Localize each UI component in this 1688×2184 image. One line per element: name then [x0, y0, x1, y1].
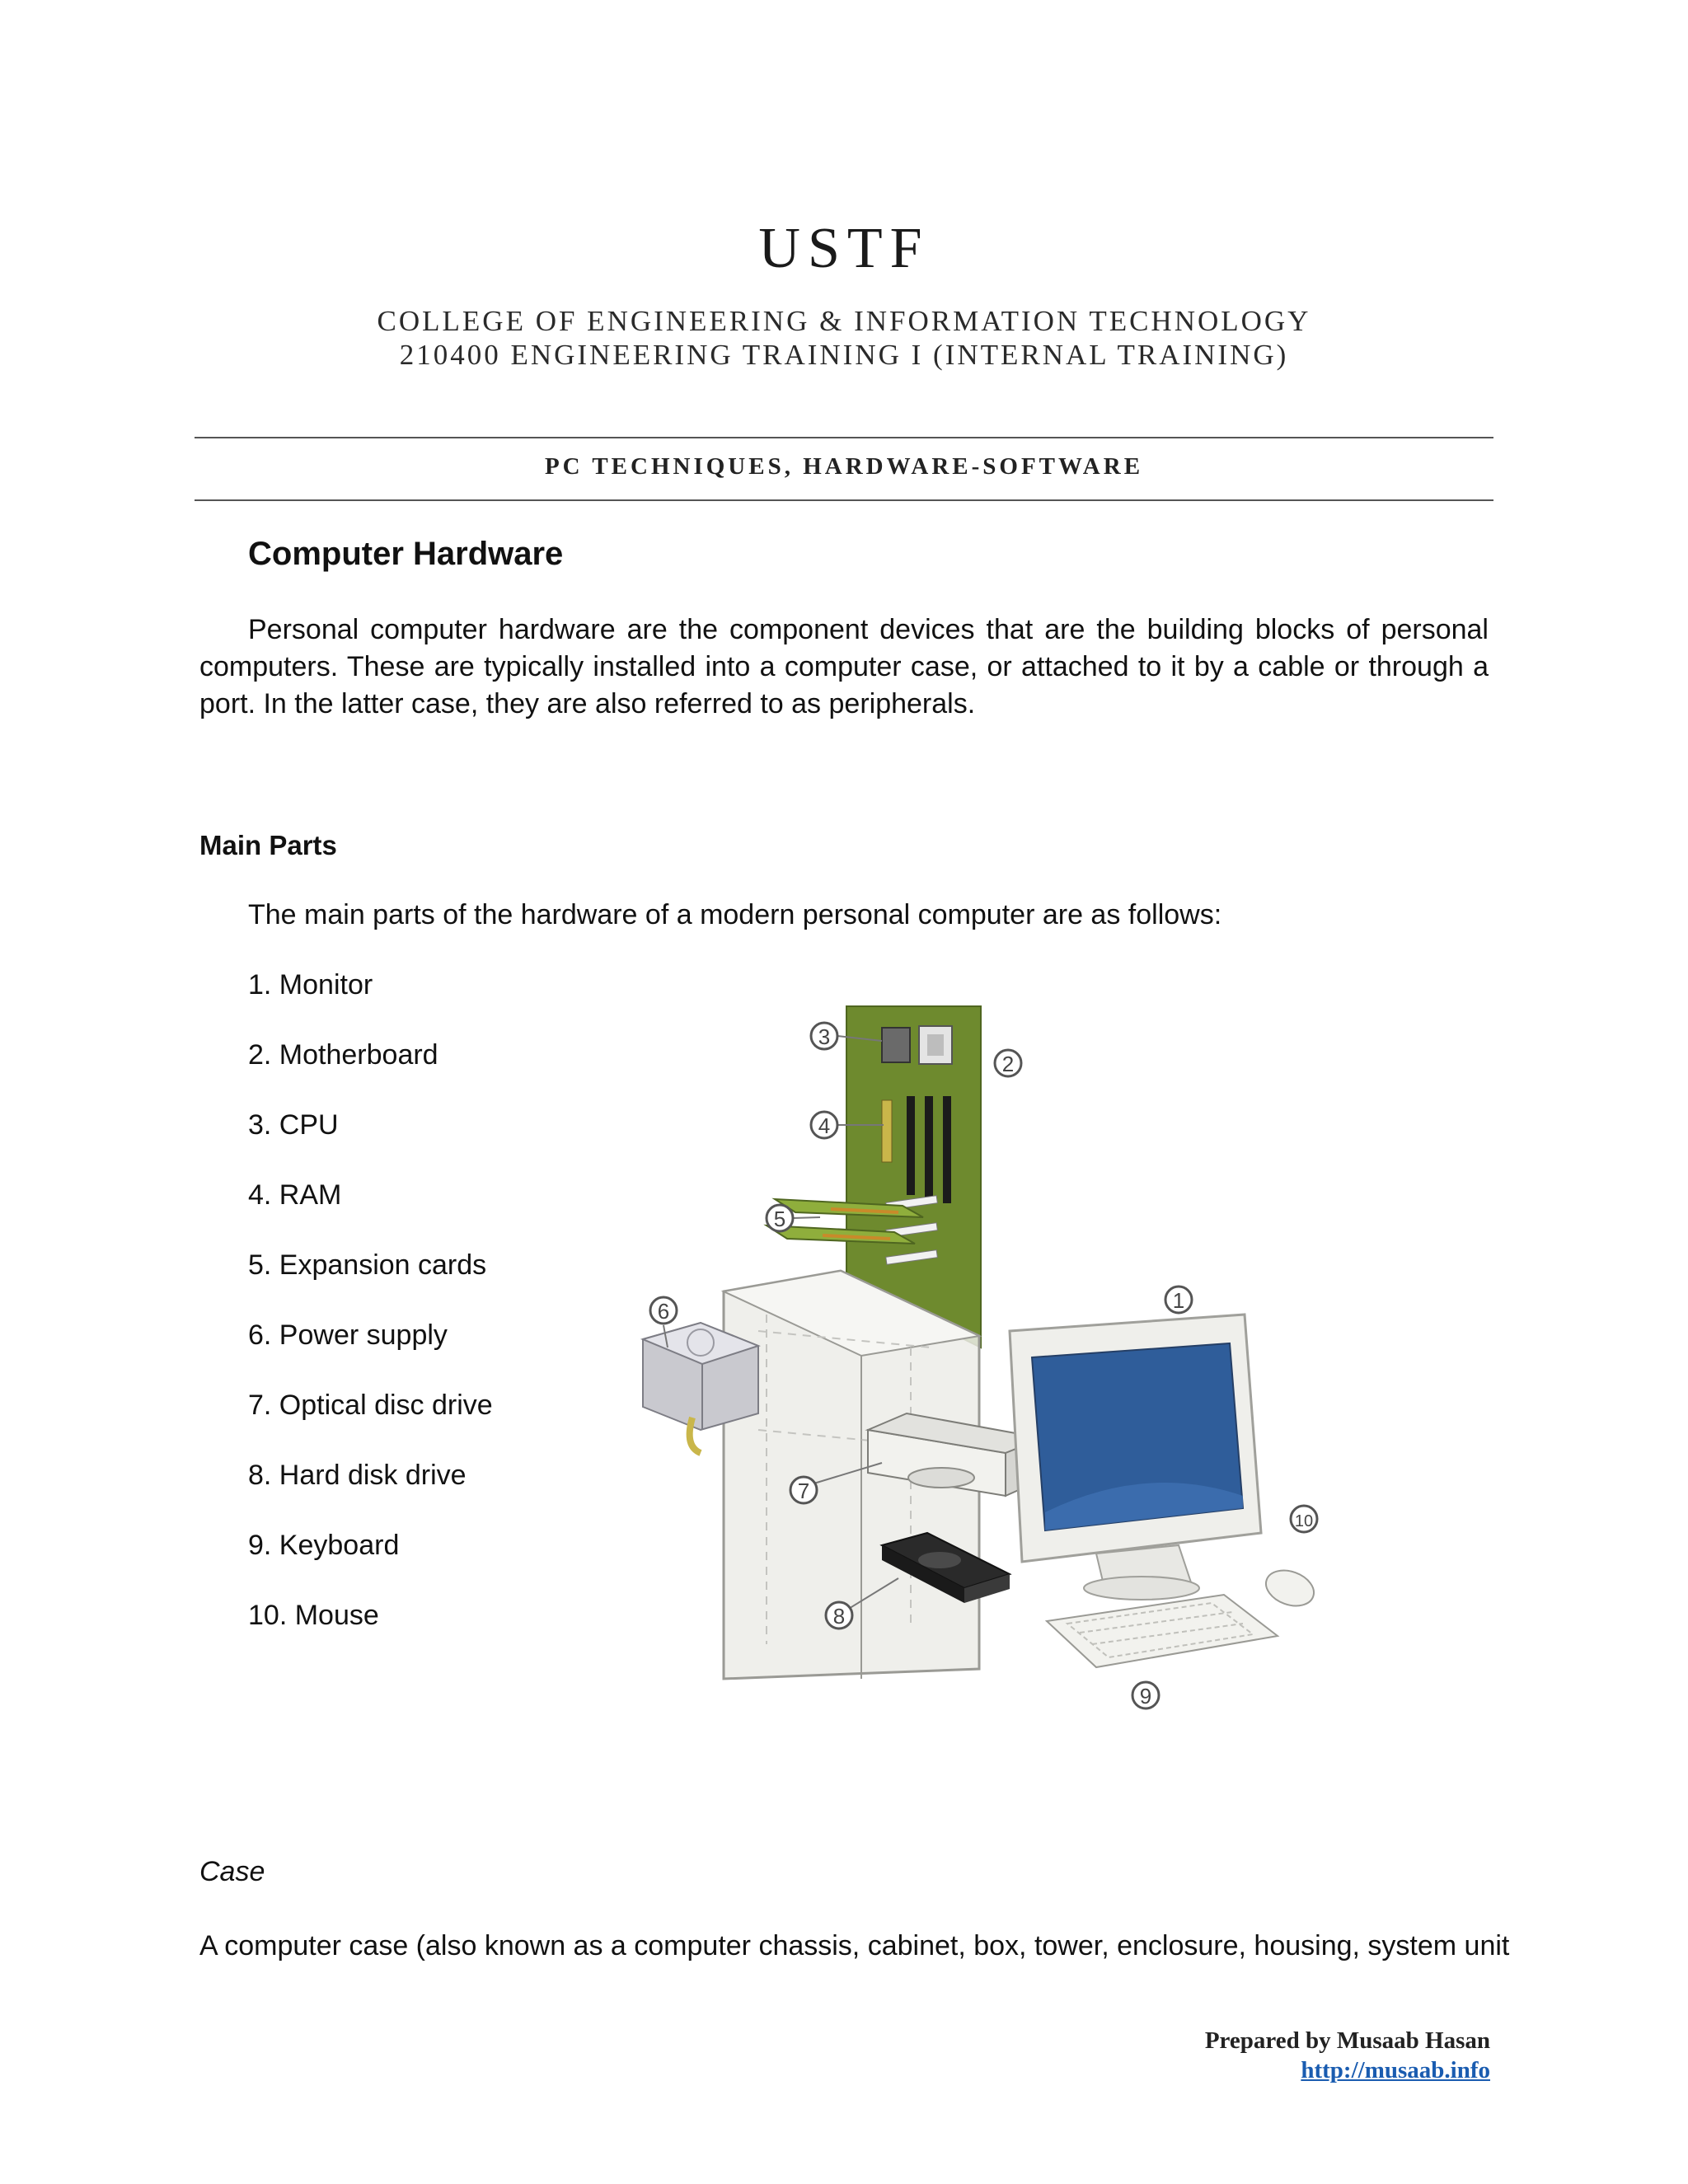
monitor-graphic — [1010, 1315, 1261, 1600]
parts-list — [248, 967, 493, 1667]
svg-text:3: 3 — [818, 1024, 831, 1049]
callout-6 — [650, 1297, 677, 1324]
case-paragraph: A computer case (also known as a computer chassis, cabinet, box, tower, enclosure, housing, system unit — [199, 1930, 1510, 1961]
callout-7 — [790, 1477, 817, 1503]
svg-text:1: 1 — [1172, 1288, 1185, 1313]
list-item: 3. CPU — [248, 1109, 339, 1141]
svg-text:8: 8 — [832, 1604, 846, 1629]
intro-paragraph: Personal computer hardware are the component devices that are the building blocks of personal computers. These are typically installed into a computer case, or attached to it by a cable or through a port. In the latter case, they are also referred to as peripherals. — [199, 614, 1489, 719]
callout-4 — [811, 1112, 837, 1138]
svg-text:2: 2 — [1001, 1052, 1015, 1076]
keyboard-graphic — [1047, 1595, 1278, 1667]
divider-bottom — [195, 499, 1493, 501]
case-heading: Case — [199, 1856, 265, 1887]
topic-banner: PC TECHNIQUES, HARDWARE-SOFTWARE — [544, 453, 1144, 480]
divider-top — [195, 437, 1493, 438]
svg-text:9: 9 — [1139, 1684, 1152, 1708]
prepared-by: Prepared by Musaab Hasan — [1204, 2027, 1490, 2054]
cpu-graphic — [882, 1028, 910, 1062]
svg-text:10: 10 — [1294, 1512, 1314, 1530]
list-item: 9. Keyboard — [248, 1530, 400, 1561]
list-item: 1. Monitor — [248, 969, 373, 1001]
svg-text:6: 6 — [657, 1299, 670, 1324]
callout-3 — [811, 1023, 837, 1049]
computer-hardware-diagram — [635, 1001, 1360, 1727]
main-parts-heading: Main Parts — [199, 830, 337, 860]
list-item: 10. Mouse — [248, 1600, 379, 1631]
list-item: 2. Motherboard — [248, 1039, 438, 1071]
callout-5 — [767, 1205, 793, 1231]
org-title: USTF — [758, 217, 930, 280]
college-name: COLLEGE OF ENGINEERING & INFORMATION TECHNOLOGY — [377, 305, 1311, 337]
list-item: 8. Hard disk drive — [248, 1460, 467, 1491]
svg-text:5: 5 — [773, 1207, 786, 1231]
mouse-graphic — [1261, 1564, 1319, 1612]
main-parts-intro: The main parts of the hardware of a modern personal computer are as follows: — [248, 899, 1222, 930]
callout-2 — [995, 1050, 1021, 1076]
author-link[interactable]: http://musaab.info — [1301, 2057, 1490, 2083]
callout-1 — [1165, 1286, 1192, 1313]
list-item: 7. Optical disc drive — [248, 1390, 493, 1421]
svg-text:7: 7 — [797, 1479, 810, 1503]
callout-9 — [1132, 1682, 1159, 1708]
course-title: 210400 ENGINEERING TRAINING I (INTERNAL TRAINING) — [399, 339, 1289, 371]
list-item: 4. RAM — [248, 1179, 342, 1211]
callout-10 — [1291, 1506, 1317, 1532]
list-item: 5. Expansion cards — [248, 1249, 487, 1281]
list-item: 6. Power supply — [248, 1319, 448, 1351]
section-heading: Computer Hardware — [248, 536, 564, 572]
callout-8 — [826, 1602, 852, 1629]
svg-text:4: 4 — [818, 1113, 831, 1138]
